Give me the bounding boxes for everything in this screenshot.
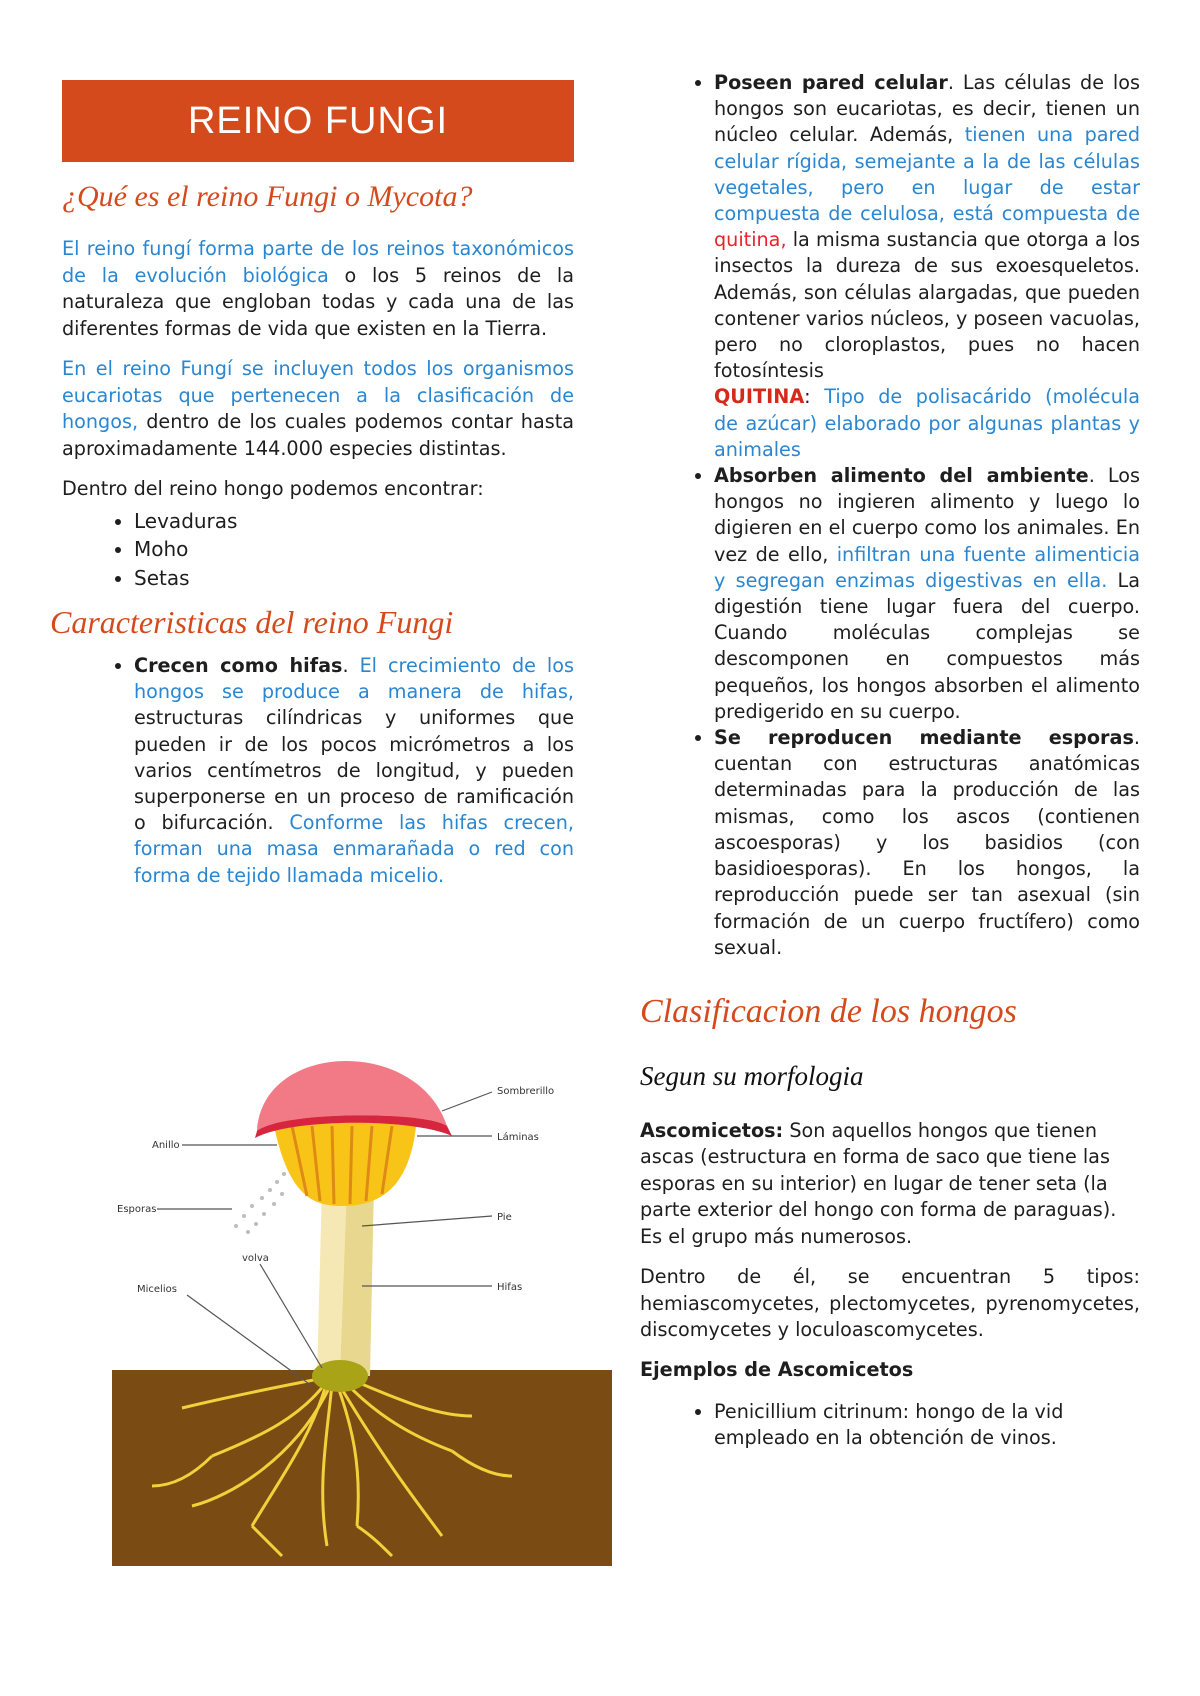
- section-heading-caracteristicas: Caracteristicas del reino Fungi: [50, 604, 454, 640]
- left-column: [50, 80, 575, 889]
- intro1-text: o los 5 reinos de la naturaleza que engloban todas y cada una de las diferentes formas de vida que existen en la Tierra.: [62, 263, 574, 340]
- pared-highlight: tienen una pared celular rígida, semejante a la de las células vegetales, pero en lugar de estar compuesta de celulosa, está compuesta de: [714, 123, 1140, 226]
- label-sombrerillo: Sombrerillo: [497, 1086, 555, 1097]
- label-micelios: Micelios: [137, 1284, 177, 1295]
- page-title: REINO FUNGI: [62, 80, 574, 162]
- label-esporas: Esporas: [117, 1204, 157, 1215]
- characteristics-list-right: [640, 70, 1140, 961]
- pared-text-1: . Las células de los hongos son eucariotas, es decir, tienen un núcleo celular. Además,: [714, 71, 1140, 147]
- intro-paragraph-3: Dentro del reino hongo podemos encontrar:: [62, 477, 484, 500]
- intro-paragraph-2: [62, 356, 574, 462]
- intro-paragraph-1: [62, 236, 574, 342]
- right-column: [640, 70, 1140, 1451]
- quitina-colon: :: [804, 385, 811, 409]
- list-item: • Penicillium citrinum: hongo de la vid empleado en la obtención de vinos.: [714, 1399, 1140, 1451]
- label-volva: volva: [242, 1253, 269, 1264]
- spores: [234, 1172, 286, 1234]
- hifas-dot: .: [342, 654, 360, 677]
- list-item-pared: [714, 70, 1140, 463]
- absorben-text-1: . Los hongos no ingieren alimento y luego lo digieren en el cuerpo como los animales. En vez de ello,: [714, 464, 1140, 566]
- section-heading-que-es: ¿Qué es el reino Fungi o Mycota?: [62, 180, 473, 213]
- ejemplos-list: [640, 1399, 1140, 1451]
- hifas-highlight-2: Conforme las hifas crecen, forman una masa enmarañada o red con forma de tejido llamada micelio.: [134, 811, 574, 887]
- absorben-bold: Absorben alimento del ambiente: [714, 464, 1089, 488]
- ascomicetos-text: Son aquellos hongos que tienen ascas (estructura en forma de saco que tiene las esporas en su interior) en lugar de tener seta (la parte exterior del hongo con forma de paraguas). Es el grupo más numerosos.: [640, 1118, 1117, 1248]
- list-item-hifas: [134, 653, 574, 889]
- intro2-text: dentro de los cuales podemos contar hasta aproximadamente 144.000 especies distintas.: [62, 410, 574, 460]
- pared-bold: Poseen pared celular: [714, 71, 948, 94]
- subheading-morfologia: Segun su morfologia: [640, 1060, 864, 1091]
- hifas-text: estructuras cilíndricas y uniformes que pueden ir de los pocos micrómetros a los varios centímetros de longitud, y pueden superponerse en un proceso de ramificación o bifurcación.: [134, 706, 574, 835]
- hifas-highlight-1: El crecimiento de los hongos se produce a manera de hifas,: [134, 654, 575, 704]
- absorben-text-2: La digestión tiene lugar fuera del cuerpo. Cuando moléculas complejas se descomponen en compuestos más pequeños, los hongos absorben el alimento predigerido en su cuerpo.: [714, 568, 1140, 723]
- pared-quitina: quitina,: [714, 228, 787, 252]
- hifas-bold: Crecen como hifas: [134, 654, 343, 677]
- label-laminas: Láminas: [497, 1132, 539, 1143]
- tipos-paragraph: Dentro de él, se encuentran 5 tipos: hemiascomycetes, plectomycetes, pyrenomycetes, discomycetes y loculoascomycetes.: [640, 1265, 1140, 1342]
- list-item-absorben: [714, 463, 1140, 725]
- list-item: • Levaduras: [134, 507, 574, 536]
- characteristics-list-left: [62, 653, 574, 889]
- esporas-bold: Se reproducen mediante esporas: [714, 726, 1134, 750]
- quitina-definition: Tipo de polisacárido (molécula de azúcar) elaborado por algunas plantas y animales: [714, 385, 1140, 461]
- list-item: • Setas: [134, 564, 574, 593]
- absorben-highlight: infiltran una fuente alimenticia y segregan enzimas digestivas en ella.: [714, 542, 1140, 592]
- mushroom-diagram: [112, 1056, 612, 1566]
- list-item-esporas: [714, 725, 1140, 961]
- intro2-highlight: En el reino Fungí se incluyen todos los organismos eucariotas que pertenecen a la clasificación de hongos,: [62, 357, 574, 433]
- ejemplos-heading: Ejemplos de Ascomicetos: [640, 1357, 914, 1381]
- types-list: [62, 507, 574, 593]
- list-item: • Moho: [134, 535, 574, 564]
- ascomicetos-paragraph: [640, 1118, 1140, 1251]
- intro1-highlight: El reino fungí forma parte de los reinos taxonómicos de la evolución biológica: [62, 237, 574, 287]
- label-anillo: Anillo: [152, 1140, 180, 1151]
- pared-text-2: la misma sustancia que otorga a los insectos la dureza de sus exoesqueletos. Además, son células alargadas, que pueden contener varios núcleos, y poseen vacuolas, pero no cloroplastos, pues no hacen fotosíntesis: [714, 228, 1140, 383]
- ascomicetos-bold: Ascomicetos:: [640, 1118, 784, 1142]
- section-heading-clasificacion: Clasificacion de los hongos: [640, 992, 1017, 1030]
- esporas-text: . cuentan con estructuras anatómicas determinadas para la producción de las mismas, como los ascos (contienen ascoesporas) y los basidios (con basidioesporas). En los hongos, la reproducción puede ser tan asexual (sin formación de un cuerpo fructífero) como sexual.: [714, 726, 1140, 959]
- quitina-label: QUITINA: [714, 385, 805, 409]
- label-pie: Pie: [497, 1212, 512, 1223]
- label-hifas: Hifas: [497, 1282, 523, 1293]
